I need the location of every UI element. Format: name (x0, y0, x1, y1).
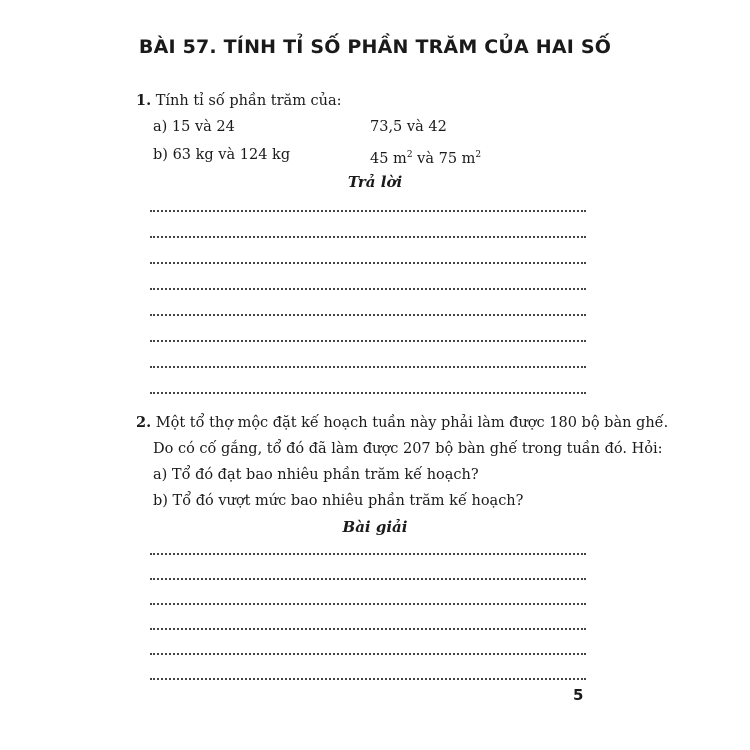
item-text: 15 và 24 (171, 119, 235, 135)
dotted-answer-line (150, 340, 586, 342)
dotted-answer-line (150, 578, 586, 580)
exercise-2-line-1 (136, 414, 668, 432)
question-a: a) Tổ đó đạt bao nhiêu phần trăm kế hoạch? (153, 467, 479, 483)
question-b: b) Tổ đó vượt mức bao nhiêu phần trăm kế hoạch? (153, 493, 524, 509)
page-title: BÀI 57. TÍNH TỈ SỐ PHẦN TRĂM CỦA HAI SỐ (138, 36, 612, 58)
exercise-2-line-2: Do có cố gắng, tổ đó đã làm được 207 bộ bàn ghế trong tuần đó. Hỏi: (153, 441, 663, 457)
dotted-answer-line (150, 553, 586, 555)
dotted-answer-line (150, 288, 586, 290)
exercise-number: 2. (136, 414, 152, 431)
prompt-text: Một tổ thợ mộc đặt kế hoạch tuần này phải làm được 180 bộ bàn ghế. (155, 415, 669, 431)
dotted-answer-line (150, 392, 586, 394)
item-label: a) (153, 119, 168, 135)
dotted-answer-line (150, 653, 586, 655)
superscript: 2 (475, 150, 482, 160)
page-number: 5 (573, 686, 584, 704)
dotted-answer-line (150, 366, 586, 368)
dotted-answer-line (150, 628, 586, 630)
exercise-1-prompt (136, 92, 342, 110)
item-a-left (153, 118, 235, 136)
answer-heading: Trả lời (347, 173, 403, 191)
dotted-answer-line (150, 236, 586, 238)
dotted-answer-line (150, 262, 586, 264)
item-b-right (370, 146, 481, 168)
item-a-right: 73,5 và 42 (370, 119, 447, 135)
item-text: và 75 m (412, 150, 476, 167)
item-label: b) (153, 147, 168, 163)
exercise-number: 1. (136, 92, 152, 109)
prompt-text: Tính tỉ số phần trăm của: (155, 93, 342, 109)
dotted-answer-line (150, 210, 586, 212)
item-b-left (153, 146, 290, 164)
superscript: 2 (406, 150, 413, 160)
dotted-answer-line (150, 314, 586, 316)
dotted-answer-line (150, 603, 586, 605)
solution-heading: Bài giải (342, 518, 408, 536)
dotted-answer-line (150, 678, 586, 680)
item-text: 45 m (370, 150, 407, 167)
item-text: 63 kg và 124 kg (172, 147, 291, 163)
